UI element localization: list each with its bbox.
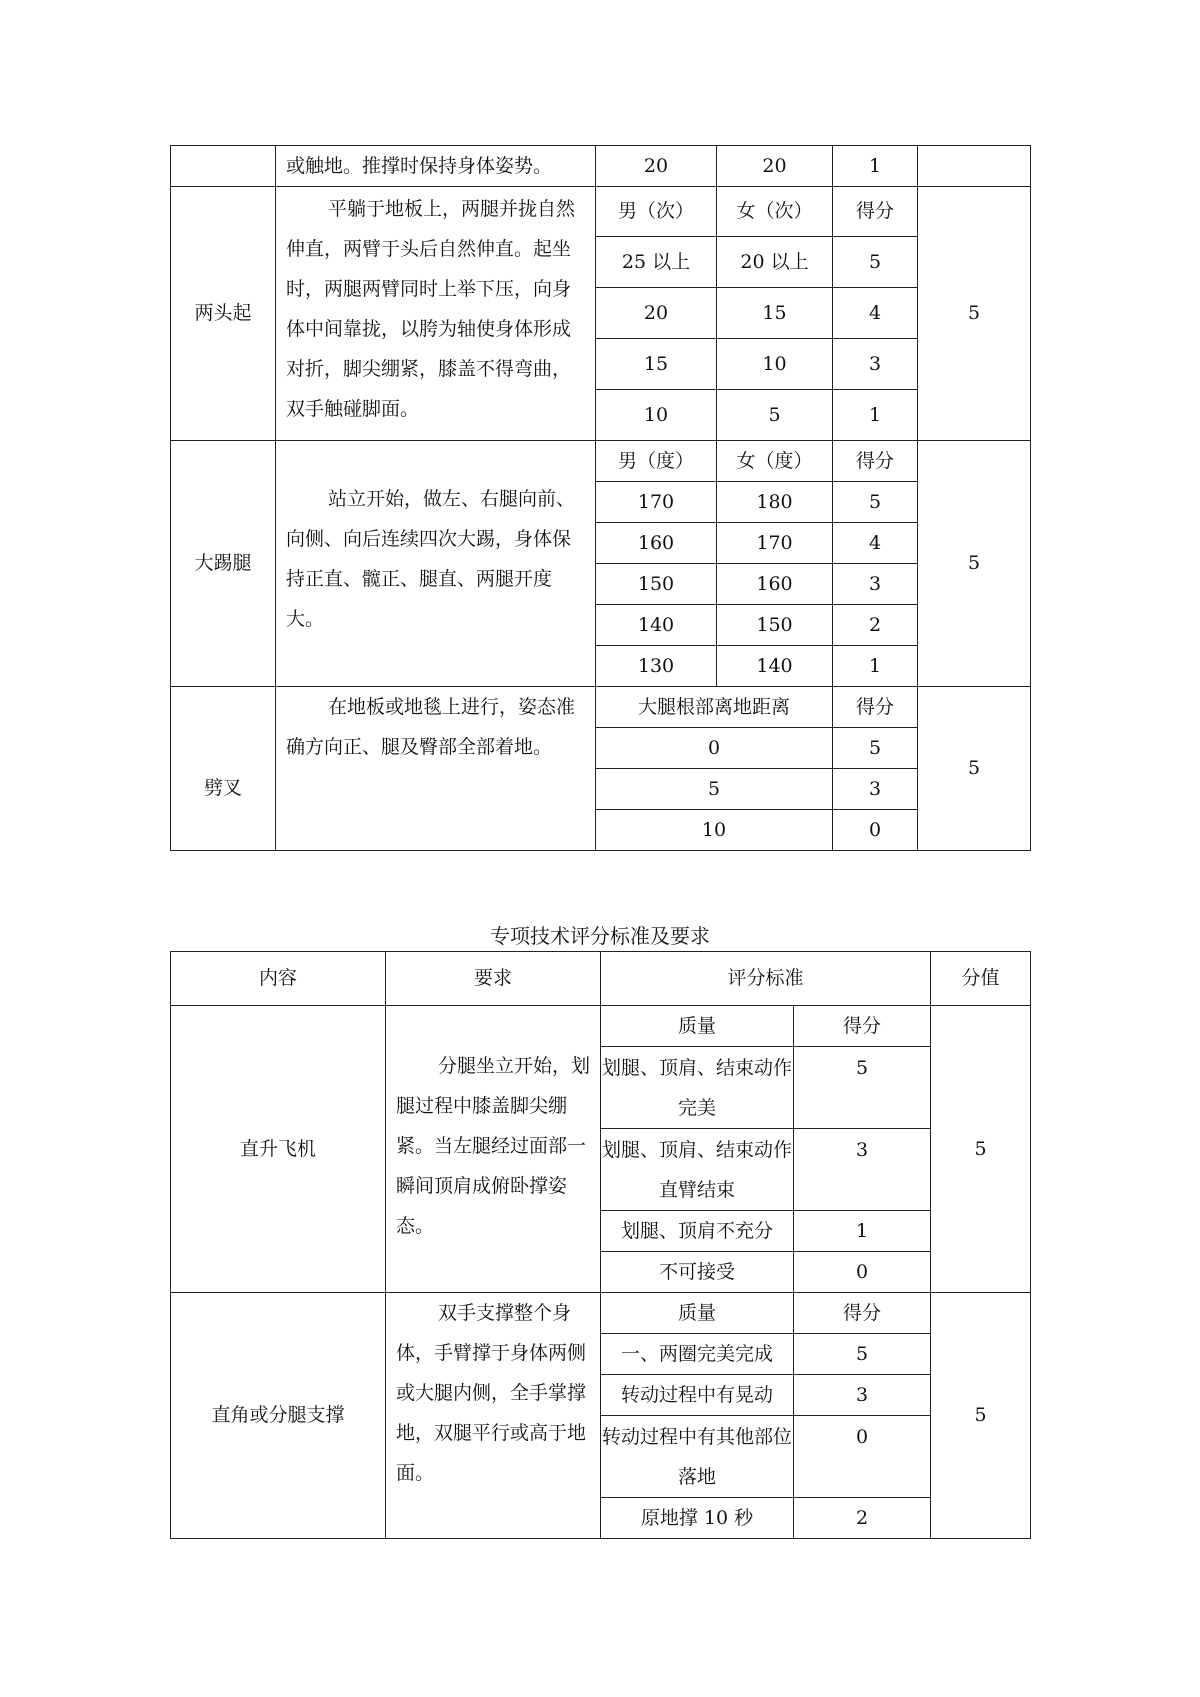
technique-scoring-table [170,951,1031,1539]
distance-value: 5 [596,769,833,810]
distance-value: 0 [596,728,833,769]
male-value: 170 [596,482,717,523]
quality-criterion: 划腿、顶肩不充分 [601,1211,794,1252]
column-header: 男（度） [596,441,717,482]
female-value: 150 [717,605,833,646]
male-value: 140 [596,605,717,646]
female-value: 10 [717,339,833,390]
male-value: 130 [596,646,717,687]
item-score: 5 [918,187,1031,441]
column-header: 女（次） [717,187,833,237]
score-value: 4 [833,523,918,564]
item-requirement: 双手支撑整个身体，手臂撑于身体两侧或大腿内侧，全手掌撑地，双腿平行或高于地面。 [386,1293,601,1539]
column-header: 质量 [601,1006,794,1047]
item-name: 两头起 [171,187,276,441]
score-value: 2 [794,1498,931,1539]
female-value: 160 [717,564,833,605]
score-value: 0 [794,1252,931,1293]
item-score-cell [918,146,1031,187]
score-value: 1 [833,390,918,441]
female-value: 170 [717,523,833,564]
score-value: 2 [833,605,918,646]
item-score: 5 [918,441,1031,687]
item-score: 5 [918,687,1031,851]
quality-criterion: 一、两圈完美完成 [601,1334,794,1375]
item-name: 直角或分腿支撑 [171,1293,386,1539]
score-value: 3 [833,339,918,390]
male-value: 25 以上 [596,237,717,288]
score-value: 0 [794,1416,931,1498]
score-value: 5 [794,1334,931,1375]
column-header: 评分标准 [601,952,931,1006]
female-value: 5 [717,390,833,441]
female-value: 15 [717,288,833,339]
female-value: 180 [717,482,833,523]
female-value: 140 [717,646,833,687]
male-value: 15 [596,339,717,390]
item-requirement: 在地板或地毯上进行，姿态准确方向正、腿及臀部全部着地。 [276,687,596,851]
score-value: 5 [794,1047,931,1129]
male-value: 10 [596,390,717,441]
item-score: 5 [931,1006,1031,1293]
score-value: 1 [833,146,918,187]
quality-criterion: 转动过程中有晃动 [601,1375,794,1416]
column-header: 大腿根部离地距离 [596,687,833,728]
score-value: 3 [833,769,918,810]
item-name: 直升飞机 [171,1006,386,1293]
quality-criterion: 原地撑 10 秒 [601,1498,794,1539]
column-header: 要求 [386,952,601,1006]
column-header: 得分 [833,441,918,482]
score-value: 1 [794,1211,931,1252]
quality-criterion: 划腿、顶肩、结束动作完美 [601,1047,794,1129]
male-value: 160 [596,523,717,564]
distance-value: 10 [596,810,833,851]
column-header: 内容 [171,952,386,1006]
male-value: 20 [596,146,717,187]
score-value: 5 [833,237,918,288]
score-value: 3 [794,1375,931,1416]
item-score: 5 [931,1293,1031,1539]
quality-criterion: 不可接受 [601,1252,794,1293]
column-header: 得分 [794,1293,931,1334]
score-value: 3 [794,1129,931,1211]
column-header: 得分 [794,1006,931,1047]
column-header: 男（次） [596,187,717,237]
score-value: 3 [833,564,918,605]
column-header: 质量 [601,1293,794,1334]
score-value: 5 [833,482,918,523]
column-header: 女（度） [717,441,833,482]
item-requirement: 站立开始，做左、右腿向前、向侧、向后连续四次大踢，身体保持正直、髋正、腿直、两腿开度大。 [276,441,596,687]
column-header: 得分 [833,187,918,237]
column-header: 分值 [931,952,1031,1006]
item-requirement: 平躺于地板上，两腿并拢自然伸直，两臂于头后自然伸直。起坐时，两腿两臂同时上举下压，向身体中间靠拢，以胯为轴使身体形成对折，脚尖绷紧，膝盖不得弯曲，双手触碰脚面。 [276,187,596,441]
item-name-cell [171,146,276,187]
table-caption: 专项技术评分标准及要求 [490,924,710,948]
female-value: 20 [717,146,833,187]
male-value: 20 [596,288,717,339]
score-value: 4 [833,288,918,339]
item-requirement: 分腿坐立开始，划腿过程中膝盖脚尖绷紧。当左腿经过面部一瞬间顶肩成俯卧撑姿态。 [386,1006,601,1293]
item-requirement: 或触地。推撑时保持身体姿势。 [276,146,596,187]
training-standards-table [170,145,1031,851]
female-value: 20 以上 [717,237,833,288]
score-value: 0 [833,810,918,851]
item-name: 劈叉 [171,687,276,851]
item-name: 大踢腿 [171,441,276,687]
quality-criterion: 转动过程中有其他部位落地 [601,1416,794,1498]
score-value: 1 [833,646,918,687]
column-header: 得分 [833,687,918,728]
male-value: 150 [596,564,717,605]
quality-criterion: 划腿、顶肩、结束动作直臂结束 [601,1129,794,1211]
score-value: 5 [833,728,918,769]
